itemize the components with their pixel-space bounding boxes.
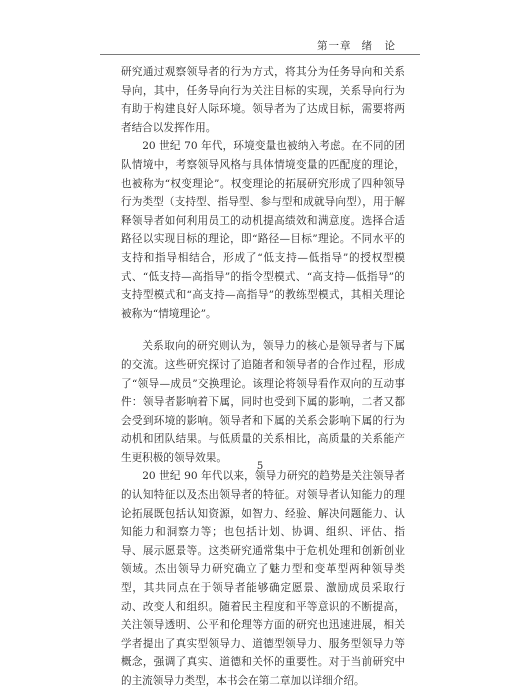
paragraph-4: 20 世纪 90 年代以来，领导力研究的趋势是关注领导者的认知特征以及杰出领导者的特征。对领导者认知能力的理论拓展既包括认知资源，如智力、经验、解决问题能力、认知能力和洞察力等；也包括计划、协调、组织、评估、指导、展示愿景等。这类研究通常集中于危机处理和创新创业领域。杰出领导力研究确立了魅力型和变革型两种领导类型，其共同点在于领导者能够确定愿景、激励成员采取行动、改变人和组织。随着民主程度和平等意识的不断提高，关注领导透明、公平和伦理等方面的研究也迅速进展，相关学者提出了真实型领导力、道德型领导力、服务型领导力等概念，强调了真实、道德和关怀的重要性。对于当前研究中的主流领导力类型，本书会在第二章加以详细介绍。 — [121, 470, 405, 687]
header-rule — [100, 54, 420, 55]
body-text — [121, 63, 405, 691]
running-head — [317, 38, 396, 53]
paragraph-gap — [121, 323, 405, 337]
paragraph-3: 关系取向的研究则认为，领导力的核心是领导者与下属的交流。这些研究探讨了追随者和领导者的合作过程，形成了“领导—成员”交换理论。该理论将领导看作双向的互动事件：领导者影响着下属，同时也受到下属的影响，二者又都会受到环境的影响。领导者和下属的关系会影响下属的行为动机和团队结果。与低质量的关系相比，高质量的关系能产生更积极的领导效果。 — [121, 340, 405, 464]
running-head-title: 绪 论 — [361, 40, 396, 52]
paragraph-2: 20 世纪 70 年代，环境变量也被纳入考虑。在不同的团队情境中，考察领导风格与具体情境变量的匹配度的理论，也被称为“权变理论”。权变理论的拓展研究形成了四种领导行为类型（支持型、指导型、参与型和成就导向型），用于解释领导者如何利用员工的动机提高绩效和满意度。选择合适路径以实现目标的理论，即“路径—目标”理论。不同水平的支持和指导相结合，形成了“低支持—低指导”的授权型模式、“低支持—高指导”的指令型模式、“高支持—低指导”的支持型模式和“高支持—高指导”的教练型模式，其相关理论被称为“情境理论”。 — [121, 140, 405, 320]
paragraph-1: 研究通过观察领导者的行为方式，将其分为任务导向和关系导向，其中，任务导向行为关注目标的实现，关系导向行为有助于构建良好人际环境。领导者为了达成目标，需要将两者结合以发挥作用。 — [121, 66, 405, 134]
running-head-chapter: 第一章 — [317, 40, 352, 52]
page-number: 5 — [256, 461, 264, 472]
